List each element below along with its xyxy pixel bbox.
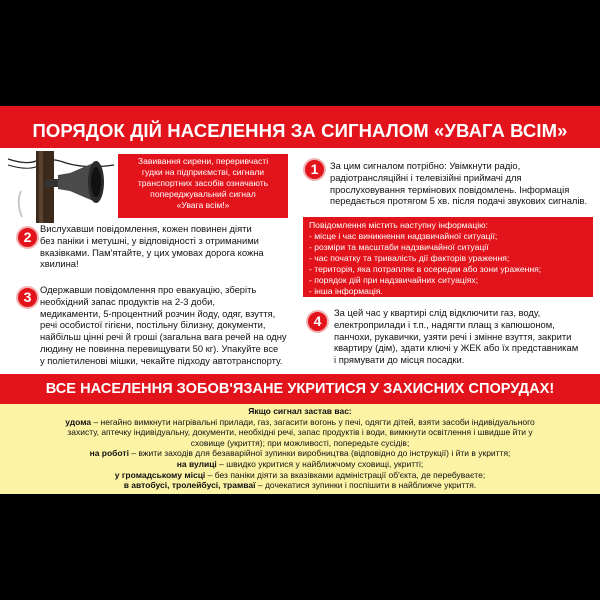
siren-note-line: «Увага всім!» — [176, 200, 230, 210]
step-line: Виcлухавши повідомлення, кожен повинен діяти — [40, 223, 252, 234]
step-4-badge: 4 — [306, 310, 329, 333]
if-signal-home-cont: захисту, аптечку індивідуальну, документи, необхідні речі, запас продуктів і води, вимкнути освітлення і швидше йти у — [67, 427, 533, 438]
poster-title: ПОРЯДОК ДІЙ НАСЕЛЕННЯ ЗА СИГНАЛОМ «УВАГА ВСІМ» — [0, 106, 600, 148]
message-info-item: - інша інформація. — [309, 286, 383, 296]
step-line: електроприлади і т.п., надягти плащ з капюшоном, — [334, 318, 555, 330]
step-line: вказівками. Пам'ятайте, у цих умовах дорога кожна — [40, 246, 264, 258]
step-line: хвилина! — [40, 258, 79, 270]
siren-icon — [6, 151, 116, 223]
message-info-header: Повідомлення містить наступну інформацію: — [309, 220, 488, 230]
step-line: За цим сигналом потрібно: Увімкнути радіо, — [330, 160, 521, 171]
step-line: панчохи, рукавички, узяти речі і змінне взуття, закрити — [334, 330, 572, 342]
message-info-item: - розміри та масштаби надзвичайної ситуації — [309, 242, 489, 252]
message-info-item: - час початку та тривалість дії факторів ураження; — [309, 253, 510, 263]
shelter-banner: ВСЕ НАСЕЛЕННЯ ЗОБОВ'ЯЗАНЕ УКРИТИСЯ У ЗАХИСНИХ СПОРУДАХ! — [0, 374, 600, 404]
step-4-text — [334, 307, 596, 366]
message-info-box — [303, 217, 593, 297]
step-3-badge: 3 — [16, 286, 39, 309]
step-2-text — [40, 223, 300, 270]
if-signal-section — [0, 404, 600, 494]
message-info-item: - місце і час виникнення надзвичайної ситуації; — [309, 231, 498, 241]
if-signal-public: у громадському місці – без паніки діяти за вказівками адміністрації об'єкта, де перебуваєте; — [114, 469, 486, 480]
step-1-text — [330, 160, 595, 207]
step-line: За цей час у квартирі слід відключити газ, воду, — [334, 307, 541, 318]
if-signal-home: удома – негайно вимкнути нагрівальні прилади, газ, загасити вогонь у печі, одягти дітей, взяти засоби індивідуального — [65, 416, 535, 427]
step-line: і прямувати до місця посадки. — [334, 354, 465, 366]
step-line: людину не повинна перевищувати 50 кг). Упакуйте все — [40, 342, 279, 354]
message-info-item: - територія, яка потрапляє в осередки або зони ураження; — [309, 264, 542, 274]
if-signal-street: на вулиці – швидко укритися у найближчому сховищі, укритті; — [176, 458, 424, 469]
if-signal-header: Якщо сигнал застав вас: — [248, 406, 352, 416]
step-line: Одержавши повідомлення про евакуацію, зберіть — [40, 284, 257, 295]
siren-note — [118, 154, 288, 218]
step-line: речі особистої гігієни, постільну білизну, документи, — [40, 319, 266, 331]
step-line: передається протягом 5 хв. після подачі звукових сигналів. — [330, 195, 588, 207]
step-line: необхідний запас продуктів на 2-3 доби, — [40, 295, 215, 307]
step-line: радіотрансляційні і телевізійні приймачі для — [330, 171, 522, 183]
step-line: у поліетиленові мішки, чекайте підходу автотранспорту. — [40, 354, 283, 366]
if-signal-work: на роботі – вжити заходів для безаварійної зупинки виробництва (відповідно до інструкції) і йти в укриття; — [89, 448, 511, 459]
poster — [0, 106, 600, 494]
step-3-text — [40, 284, 302, 367]
siren-note-line: транспортних засобів означають — [137, 178, 269, 188]
step-line: прослуховування термінових повідомлень. Інформація — [330, 183, 570, 195]
if-signal-transport: в автобусі, тролейбусі, трамваї – дочекатися зупинки і поспішити в найближче укриття. — [123, 480, 477, 491]
step-line: медикаменти, 5-процентний розчин йоду, одяг, взуття, — [40, 307, 276, 319]
step-line: найбільш цінні речі й гроші (загальна вага речей на одну — [40, 331, 287, 343]
siren-note-line: Завивання сирени, переривчасті — [137, 156, 269, 166]
siren-note-line: гудки на підприємстві, сигнали — [141, 167, 265, 177]
step-1-badge: 1 — [303, 158, 326, 181]
message-info-item: - порядок дій при надзвичайних ситуаціях; — [309, 275, 479, 285]
step-2-badge: 2 — [16, 226, 39, 249]
step-line: квартиру (дім), здати ключі у ЖЕК або їх представникам — [334, 342, 579, 354]
step-line: без паніки і метушні, у відповідності з отриманими — [40, 234, 259, 246]
if-signal-home-cont: сховище (укриття); при можливості, попередьте сусідів; — [190, 437, 410, 448]
siren-note-line: попереджувальний сигнал — [150, 189, 256, 199]
